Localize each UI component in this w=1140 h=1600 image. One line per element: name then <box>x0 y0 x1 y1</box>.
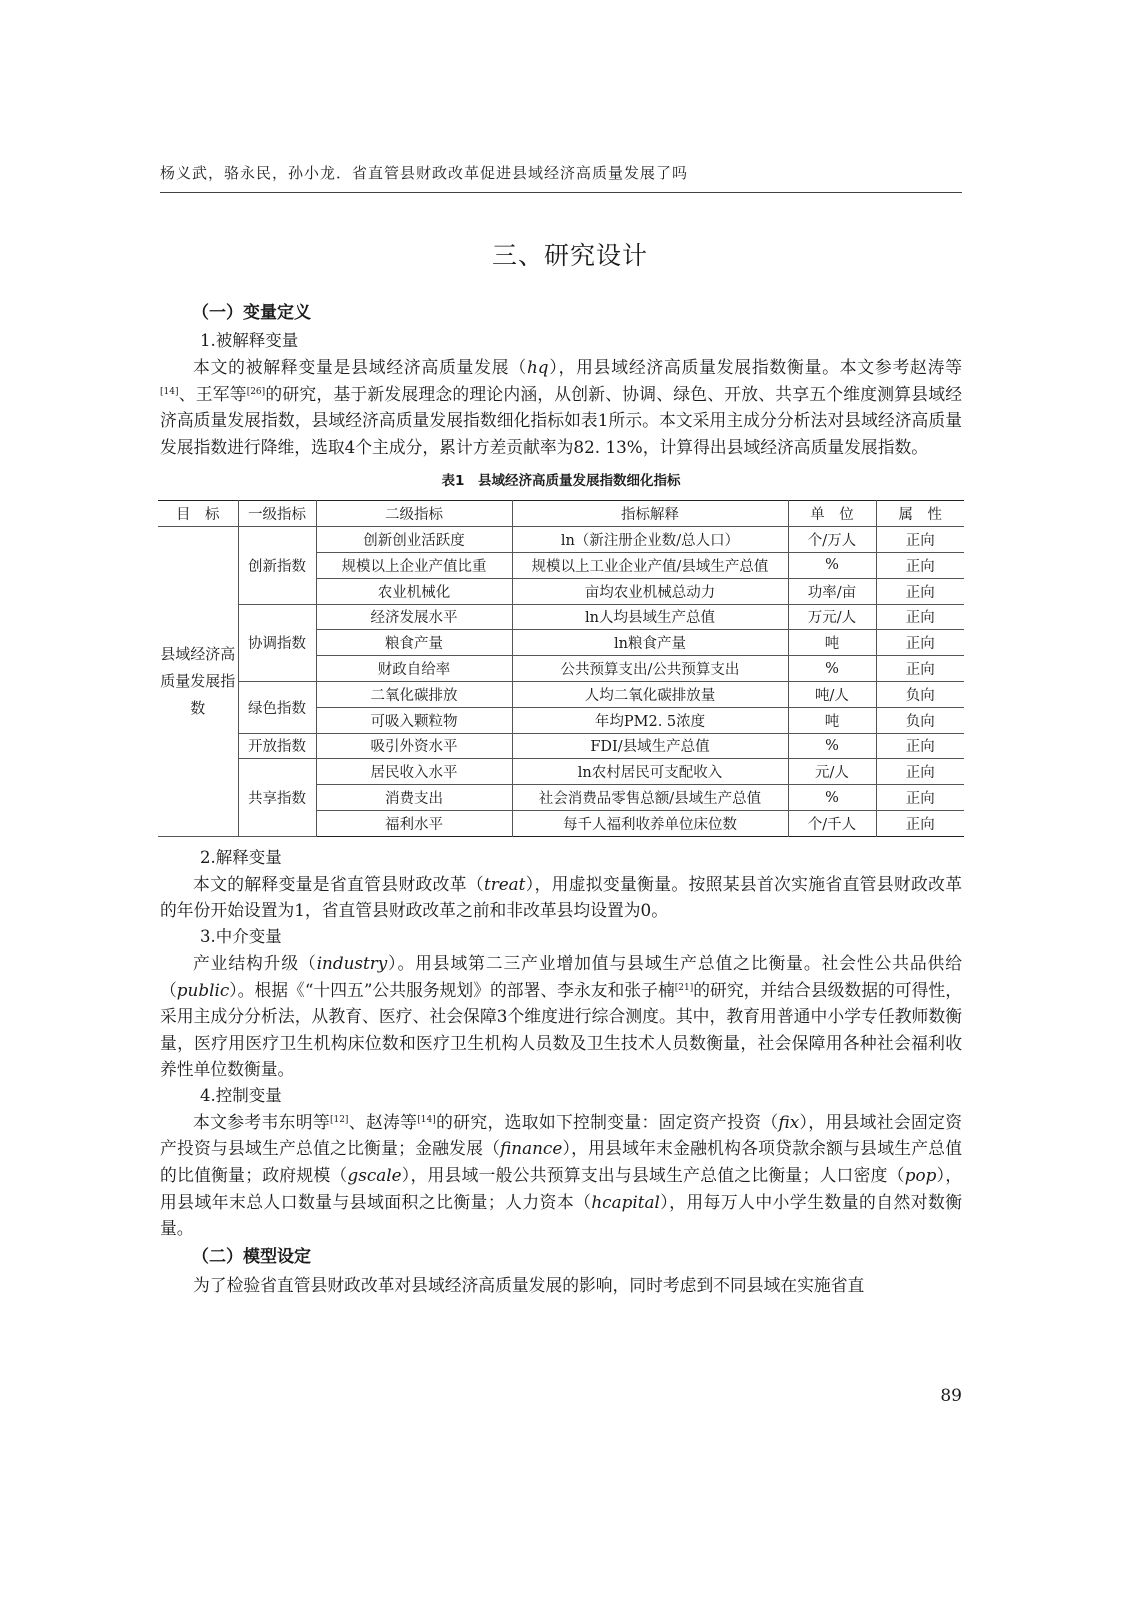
cell-unit: 个/千人 <box>788 810 876 836</box>
cell-target: 县域经济高质量发展指数 <box>158 527 238 837</box>
table-caption: 表1 县域经济高质量发展指数细化指标 <box>441 473 681 490</box>
paragraph-mediating-variable: 产业结构升级（industry）。用县域第二三产业增加值与县域生产总值之比衡量。社会性公共品供给（public）。根据《“十四五”公共服务规划》的部署、李永友和张子楠[21]的研究，并结合县级数据的可得性，采用主成分分析法，从教育、医疗、社会保障3个维度进行综合测度。其中，教育用普通中小学专任教师数衡量，医疗用医疗卫生机构床位数和医疗卫生机构人员数及卫生技术人员数衡量，社会保障用各种社会福利收养性单位数衡量。 <box>160 952 962 1080</box>
index-table <box>158 500 964 836</box>
header-unit: 单 位 <box>788 501 876 527</box>
cell-secondary: 创新创业活跃度 <box>316 527 512 553</box>
cell-explanation: 亩均农业机械总动力 <box>512 578 788 604</box>
citation: [21] <box>674 982 694 993</box>
heading-mediating-variable: 3.中介变量 <box>200 926 282 946</box>
running-header: 杨义武，骆永民，孙小龙．省直管县财政改革促进县域经济高质量发展了吗 <box>160 162 962 193</box>
heading-control-variable: 4.控制变量 <box>200 1085 282 1105</box>
cell-secondary: 福利水平 <box>316 810 512 836</box>
cell-attribute: 正向 <box>876 604 964 630</box>
cell-attribute: 负向 <box>876 707 964 733</box>
cell-secondary: 规模以上企业产值比重 <box>316 552 512 578</box>
table-row <box>158 733 964 759</box>
cell-secondary: 财政自给率 <box>316 656 512 682</box>
cell-unit: 吨/人 <box>788 681 876 707</box>
cell-unit: % <box>788 733 876 759</box>
header-primary: 一级指标 <box>238 501 316 527</box>
cell-unit: % <box>788 552 876 578</box>
citation: [14] <box>160 386 179 397</box>
cell-attribute: 正向 <box>876 733 964 759</box>
cell-secondary: 农业机械化 <box>316 578 512 604</box>
citation: [12] <box>329 1114 349 1125</box>
header-secondary: 二级指标 <box>316 501 512 527</box>
subsection-heading-variables: （一）变量定义 <box>192 303 311 323</box>
table-row <box>158 759 964 785</box>
citation: [26] <box>246 386 266 397</box>
cell-explanation: 人均二氧化碳排放量 <box>512 681 788 707</box>
cell-explanation: 规模以上工业企业产值/县域生产总值 <box>512 552 788 578</box>
cell-secondary: 居民收入水平 <box>316 759 512 785</box>
cell-explanation: 社会消费品零售总额/县域生产总值 <box>512 785 788 811</box>
cell-primary: 开放指数 <box>238 733 316 759</box>
table-row <box>158 604 964 630</box>
cell-secondary: 消费支出 <box>316 785 512 811</box>
cell-attribute: 正向 <box>876 785 964 811</box>
cell-secondary: 粮食产量 <box>316 630 512 656</box>
cell-explanation: ln农村居民可支配收入 <box>512 759 788 785</box>
header-target: 目 标 <box>158 501 238 527</box>
citation: [14] <box>417 1114 436 1125</box>
table-header-row <box>158 501 964 527</box>
cell-primary: 创新指数 <box>238 527 316 604</box>
cell-unit: % <box>788 785 876 811</box>
cell-secondary: 可吸入颗粒物 <box>316 707 512 733</box>
header-attribute: 属 性 <box>876 501 964 527</box>
heading-dependent-variable: 1.被解释变量 <box>200 331 299 350</box>
cell-attribute: 正向 <box>876 630 964 656</box>
cell-unit: 元/人 <box>788 759 876 785</box>
cell-attribute: 负向 <box>876 681 964 707</box>
cell-primary: 共享指数 <box>238 759 316 836</box>
cell-primary: 协调指数 <box>238 604 316 681</box>
page-number: 89 <box>940 1386 962 1406</box>
heading-explanatory-variable: 2.解释变量 <box>200 847 282 867</box>
cell-attribute: 正向 <box>876 656 964 682</box>
cell-secondary: 二氧化碳排放 <box>316 681 512 707</box>
cell-unit: 吨 <box>788 630 876 656</box>
cell-unit: 吨 <box>788 707 876 733</box>
cell-unit: 万元/人 <box>788 604 876 630</box>
subsection-heading-model: （二）模型设定 <box>192 1246 311 1267</box>
cell-explanation: 年均PM2. 5浓度 <box>512 707 788 733</box>
main-content <box>160 298 962 1298</box>
header-explanation: 指标解释 <box>512 501 788 527</box>
cell-attribute: 正向 <box>876 578 964 604</box>
cell-explanation: 每千人福利收养单位床位数 <box>512 810 788 836</box>
cell-attribute: 正向 <box>876 810 964 836</box>
cell-explanation: ln粮食产量 <box>512 630 788 656</box>
cell-explanation: ln人均县域生产总值 <box>512 604 788 630</box>
paragraph-model: 为了检验省直管县财政改革对县域经济高质量发展的影响，同时考虑到不同县域在实施省直 <box>193 1274 865 1295</box>
cell-unit: 个/万人 <box>788 527 876 553</box>
cell-attribute: 正向 <box>876 759 964 785</box>
cell-attribute: 正向 <box>876 527 964 553</box>
cell-unit: 功率/亩 <box>788 578 876 604</box>
table-row <box>158 681 964 707</box>
section-title: 三、研究设计 <box>491 241 648 270</box>
cell-unit: % <box>788 656 876 682</box>
paragraph-control-variable: 本文参考韦东明等[12]、赵涛等[14]的研究，选取如下控制变量：固定资产投资（fix），用县域社会固定资产投资与县域生产总值之比衡量；金融发展（finance），用县域年末金融机构各项贷款余额与县域生产总值的比值衡量；政府规模（gscale），用县域一般公共预算支出与县域生产总值之比衡量；人口密度（pop），用县域年末总人口数量与县域面积之比衡量；人力资本（hcapital），用每万人中小学生数量的自然对数衡量。 <box>160 1111 963 1239</box>
paragraph-explanatory-variable: 本文的解释变量是省直管县财政改革（treat），用虚拟变量衡量。按照某县首次实施省直管县财政改革的年份开始设置为1，省直管县财政改革之前和非改革县均设置为0。 <box>160 873 962 921</box>
cell-explanation: 公共预算支出/公共预算支出 <box>512 656 788 682</box>
paragraph-dependent-variable: 本文的被解释变量是县域经济高质量发展（hq），用县域经济高质量发展指数衡量。本文参考赵涛等[14]、王军等[26]的研究，基于新发展理念的理论内涵，从创新、协调、绿色、开放、共享五个维度测算县域经济高质量发展指数，县域经济高质量发展指数细化指标如表1所示。本文采用主成分分析法对县域经济高质量发展指数进行降维，选取4个主成分，累计方差贡献率为82. 13%，计算得出县域经济高质量发展指数。 <box>160 357 962 457</box>
cell-explanation: FDI/县域生产总值 <box>512 733 788 759</box>
cell-secondary: 经济发展水平 <box>316 604 512 630</box>
cell-primary: 绿色指数 <box>238 681 316 733</box>
cell-secondary: 吸引外资水平 <box>316 733 512 759</box>
cell-explanation: ln（新注册企业数/总人口） <box>512 527 788 553</box>
cell-attribute: 正向 <box>876 552 964 578</box>
table-row <box>158 527 964 553</box>
